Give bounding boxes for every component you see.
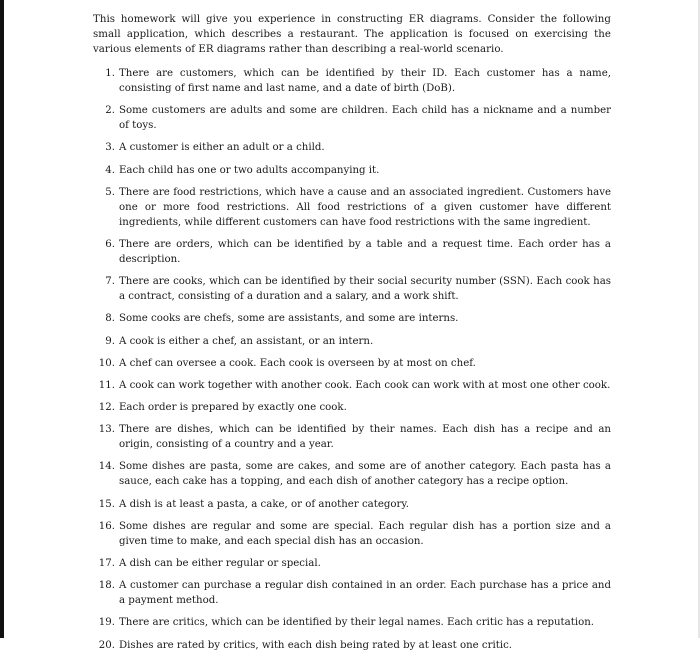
list-item: [93, 578, 611, 608]
item-number: 18.: [98, 580, 115, 592]
list-item: [93, 311, 611, 326]
item-number: 15.: [98, 498, 115, 510]
list-item: [93, 66, 611, 96]
item-number: 19.: [98, 617, 115, 629]
item-number: 16.: [98, 520, 115, 532]
item-number: 9.: [105, 335, 115, 347]
item-text: A dish can be either regular or special.: [119, 558, 321, 569]
list-item: [93, 519, 611, 549]
item-number: 8.: [105, 313, 115, 325]
list-item: [93, 459, 611, 489]
item-number: 12.: [98, 402, 115, 414]
requirements-list: [93, 66, 611, 653]
document-page: [93, 12, 611, 660]
item-number: 3.: [105, 142, 115, 154]
item-number: 4.: [105, 164, 115, 176]
item-text: A customer can purchase a regular dish contained in an order. Each purchase has a price and a payment method.: [119, 580, 611, 607]
item-number: 10.: [98, 357, 115, 369]
list-item: [93, 185, 611, 230]
list-item: [93, 638, 611, 653]
item-text: There are food restrictions, which have a cause and an associated ingredient. Customers have one or more food restrictions. All food restrictions of a given customer have different ingredients, while different customers can have food restrictions with the same ingredient.: [119, 186, 611, 228]
list-item: [93, 334, 611, 349]
item-number: 11.: [98, 379, 115, 391]
item-number: 13.: [98, 424, 115, 436]
list-item: [93, 422, 611, 452]
item-text: There are critics, which can be identified by their legal names. Each critic has a reputation.: [119, 617, 595, 629]
item-text: A customer is either an adult or a child.: [119, 142, 325, 154]
list-item: [93, 556, 611, 571]
item-number: 1.: [105, 68, 115, 79]
list-item: [93, 497, 611, 512]
item-number: 5.: [105, 186, 115, 198]
list-item: [93, 140, 611, 155]
item-number: 20.: [98, 639, 115, 651]
item-text: There are customers, which can be identified by their ID. Each customer has a name, consisting of first name and last name, and a date of birth (DoB).: [119, 68, 611, 94]
item-text: A dish is at least a pasta, a cake, or of another category.: [119, 498, 410, 510]
list-item: [93, 103, 611, 133]
list-item: [93, 163, 611, 178]
list-item: [93, 400, 611, 415]
list-item: [93, 378, 611, 393]
item-number: 2.: [105, 105, 115, 117]
item-text: Some dishes are pasta, some are cakes, and some are of another category. Each pasta has a sauce, each cake has a topping, and each dish of another category has a recipe option.: [119, 461, 611, 488]
list-item: [93, 274, 611, 304]
item-text: There are orders, which can be identified by a table and a request time. Each order has a description.: [119, 238, 611, 265]
left-edge-bar: [0, 0, 4, 638]
item-text: Dishes are rated by critics, with each dish being rated by at least one critic.: [119, 639, 513, 651]
intro-paragraph: This homework will give you experience in constructing ER diagrams. Consider the following small application, which describes a restaurant. The application is focused on exercising the various elements of ER diagrams rather than describing a real-world scenario.: [93, 14, 611, 55]
list-item: [93, 237, 611, 267]
item-text: Some customers are adults and some are children. Each child has a nickname and a number of toys.: [119, 105, 611, 132]
item-number: 7.: [105, 276, 115, 288]
item-number: 6.: [105, 238, 115, 250]
item-text: Some dishes are regular and some are special. Each regular dish has a portion size and a given time to make, and each special dish has an occasion.: [119, 520, 611, 547]
item-text: A chef can oversee a cook. Each cook is overseen by at most on chef.: [119, 357, 476, 369]
item-text: Some cooks are chefs, some are assistants, and some are interns.: [119, 313, 459, 325]
item-text: Each order is prepared by exactly one cook.: [119, 402, 347, 414]
item-text: There are dishes, which can be identified by their names. Each dish has a recipe and an origin, consisting of a country and a year.: [119, 424, 611, 451]
list-item: [93, 356, 611, 371]
item-text: Each child has one or two adults accompanying it.: [119, 164, 380, 176]
item-text: A cook is either a chef, an assistant, or an intern.: [119, 335, 374, 347]
item-number: 17.: [98, 558, 115, 569]
item-text: There are cooks, which can be identified by their social security number (SSN). Each cook has a contract, consisting of a duration and a salary, and a work shift.: [119, 276, 611, 303]
list-item: [93, 615, 611, 630]
item-number: 14.: [98, 461, 115, 473]
item-text: A cook can work together with another cook. Each cook can work with at most one other cook.: [119, 379, 611, 391]
